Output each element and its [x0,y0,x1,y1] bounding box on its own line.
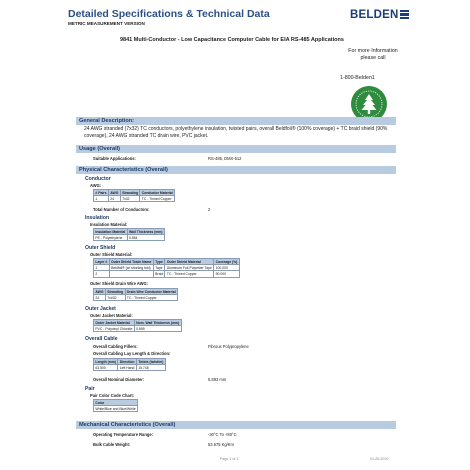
drain-wire-row [94,295,178,301]
outer-shield-cell: Beldfoil® (w/ shorting fold) [109,265,153,271]
lay-length-cell: Left Hand [119,365,135,370]
operating-temp-label: Operating Temperature Range: [93,432,153,437]
drain-wire-table [93,288,178,301]
outer-jacket-cell: PVC - Polyvinyl Chloride [95,326,133,331]
conductor-header-cell: AWG [110,190,119,195]
total-conductors-value: 2 [208,207,211,212]
outer-shield-header-cell: Type [153,259,165,265]
usage-heading: Usage (Overall) [76,145,396,153]
pair-color-header-cell: Color [94,400,138,406]
conductor-header-cell: Conductor Material [141,190,173,195]
pair-color-cell: White/Blue and Blue/White [95,406,136,411]
conductor-heading: Conductor [85,176,111,182]
insulation-table [93,228,165,241]
document-title: Detailed Specifications & Technical Data [68,8,270,20]
page-number: Page 1 of 3 [220,457,239,461]
awg-label: AWG: [90,183,102,188]
lay-length-cell: 63.500 [94,365,118,371]
outer-jacket-header-cell: Nom. Wall Thickness (mm) [136,320,180,325]
drain-wire-header-cell: Stranding [107,289,124,294]
cabling-fillers-value: Fibrous Polypropylene [208,344,249,349]
insulation-row [94,235,165,241]
document-subtitle: METRIC MEASUREMENT VERSION [68,21,145,26]
nominal-diameter-value: 5.893 mm [208,377,227,382]
cabling-fillers-label: Overall Cabling Fillers: [93,344,138,349]
drain-wire-header-cell: Drain Wire Conductor Material [126,289,176,294]
lay-length-cell: 15.748 [136,365,165,371]
physical-characteristics-heading: Physical Characteristics (Overall) [76,166,396,174]
overall-cable-heading: Overall Cable [85,336,118,342]
conductor-table [93,189,175,202]
mechanical-characteristics-heading: Mechanical Characteristics (Overall) [76,421,396,429]
outer-jacket-heading: Outer Jacket [85,306,116,312]
general-description-text: 24 AWG stranded (7x32) TC conductors, polyethylene insulation, twisted pairs, overall Beldfoil® (100% coverage) + TC braid shield (90% coverage), 24 AWG stranded TC drain wire, PVC jacket. [84,126,388,139]
contact-line-1: For more Information [348,48,398,54]
document-date: 01-26-2010 [370,457,389,461]
lay-length-header-cell: Twists (twist/m) [138,359,164,364]
insulation-heading: Insulation [85,215,110,221]
contact-line-2: please call [360,55,386,61]
conductor-cell: 24 [108,196,120,202]
lay-length-label: Overall Cabling Lay Length & Direction: [93,351,171,356]
outer-shield-header-cell: Outer Shield Trade Name [111,259,152,264]
outer-jacket-header-cell: Outer Jacket Material [94,320,135,326]
outer-shield-material-label: Outer Shield Material: [90,252,133,257]
outer-shield-cell [109,271,153,277]
general-description-heading: General Description: [76,117,396,125]
outer-shield-cell: 100.000 [214,265,239,271]
pair-color-row [94,406,138,412]
insulation-cell: 0.584 [127,235,164,241]
lay-length-header-cell: Direction [119,359,135,364]
lay-length-row [94,365,166,371]
outer-jacket-table [93,319,182,332]
insulation-cell: PE - Polyethylene [94,235,128,241]
drain-wire-cell: 24 [94,295,106,301]
lay-length-header-cell: Length (mm) [95,359,116,364]
conductor-cell: 7x32 [120,196,140,202]
drain-wire-cell: 7x#32 [105,295,125,301]
cable-weight-label: Bulk Cable Weight: [93,442,131,447]
conductor-cell: 1 [94,196,109,202]
logo-text: BELDEN [350,8,399,21]
pair-color-table [93,399,138,412]
outer-shield-cell: Tape [153,265,165,271]
belden-logo [350,7,409,22]
outer-shield-cell: 2 [94,271,110,277]
drain-wire-label: Outer Shield Drain Wire AWG: [90,281,149,286]
insulation-header-cell: Wall Thickness (mm) [128,229,163,234]
cable-weight-value: 53.575 Kg/Km [208,442,234,447]
drain-wire-header-cell: AWG [95,289,104,294]
operating-temp-value: -30°C To +80°C [208,432,237,437]
total-conductors-label: Total Number of Conductors: [93,207,150,212]
outer-jacket-row [94,326,182,332]
outer-jacket-cell: 0.889 [134,326,181,332]
outer-jacket-material-label: Outer Jacket Material: [90,313,133,318]
outer-shield-cell: 1 [94,265,110,271]
suitable-applications-label: Suitable Applications: [93,156,136,161]
outer-shield-heading: Outer Shield [85,245,116,251]
conductor-header-cell: Stranding [122,190,139,195]
pair-color-code-label: Pair Color Code Chart: [90,393,135,398]
lay-length-table [93,358,166,371]
outer-shield-row [94,271,240,277]
drain-wire-cell: TC - Tinned Copper [125,295,178,301]
outer-shield-cell: Aluminum Foil-Polyester Tape [166,265,212,270]
conductor-row [94,196,175,202]
outer-shield-cell: TC - Tinned Copper [165,271,214,277]
outer-shield-header-cell: Coverage (%) [215,259,238,264]
product-title: 9841 Multi-Conductor - Low Capacitance Computer Cable for EIA RS-485 Applications [120,37,344,43]
nominal-diameter-label: Overall Nominal Diameter: [93,377,145,382]
logo-bars-icon [400,10,409,19]
pair-heading: Pair [85,386,95,392]
insulation-material-label: Insulation Material: [90,222,128,227]
suitable-applications-value: RS-485, DMX-512 [208,156,242,161]
conductor-cell: TC - Tinned Copper [140,196,175,202]
outer-shield-cell: 90.000 [214,271,239,277]
outer-shield-header-cell: Layer # [95,259,108,264]
outer-shield-header-cell: Outer Shield Material [165,259,214,265]
outer-shield-table [93,258,240,278]
contact-info [334,48,412,62]
contact-phone: 1-800-Belden1 [340,75,375,81]
conductor-header-cell: # Pairs [95,190,107,195]
outer-shield-cell: Braid [155,271,164,276]
insulation-header-cell: Insulation Material [95,229,126,234]
